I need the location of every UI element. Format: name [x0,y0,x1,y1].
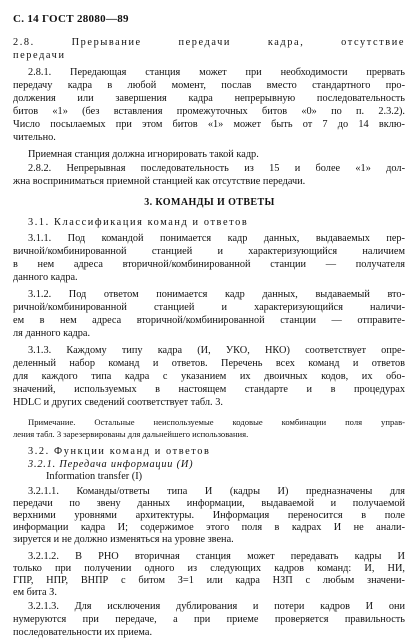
para-3-2-1-2-line: только при получении одного из следующих кадров команд: И, НИ, [13,563,405,574]
para-3-1-2-line: ем в нем адреса вторичной/комбинированной станции — отправите- [13,315,405,326]
para-2-8-1-receiver: Приемная станция должна игнорировать такой кадр. [28,149,259,160]
para-2-8-1-line: Число посылаемых при этом битов «1» может быть от 7 до 14 вклю- [13,119,405,130]
para-3-2-1-1-line: информации кадра И; содержимое этого поля в кадрах И не анали- [13,522,405,533]
page-header: С. 14 ГОСТ 28080—89 [13,13,129,25]
para-2-8-1-line: передачу кадра в любой момент, послав вместо стандартного про- [13,80,405,91]
para-3-1-2-line: ричной/комбинированной станцией и характеризующийся наличи- [13,302,405,313]
para-3-1-3-line: 3.1.3. Каждому типу кадра (И, УКО, НКО) соответствует опре- [28,345,405,356]
para-3-2-1-1-line: передачи по звену данных информации, выдаваемой и получаемой [13,498,405,509]
para-3-2-1-1-line: 3.2.1.1. Команды/ответы типа И (кадры И) предназначены для [28,486,405,497]
para-3-1-2-line: 3.1.2. Под ответом понимается кадр данных, выдаваемый вто- [28,289,405,300]
para-3-1-1-line: в нем адреса вторичной/комбинированной станции — получателя [13,259,405,270]
para-2-8-1-line: 2.8.1. Передающая станция может при необходимости прервать [28,67,405,78]
para-3-1-3-line: HDLC и других сведений соответствует табл. 3. [13,397,223,408]
para-3-2-1-2-line: 3.2.1.2. В РНО вторичная станция может передавать кадры И [28,551,405,562]
para-3-2-1-2-line: ем бита З. [13,587,57,598]
para-3-1-1-line: вичной/комбинированной станцией и характеризующийся наличием [13,246,405,257]
section-2-8-title-cont: передачи [13,50,66,61]
para-3-1-1-line: данного кадра. [13,272,78,283]
section-3-heading: 3. КОМАНДЫ И ОТВЕТЫ [144,197,275,208]
section-3-2-1-title: 3.2.1. Передача информации (И) [28,459,194,470]
section-3-2-1-subtitle: Information transfer (I) [46,471,143,482]
para-2-8-1-line: чительно. [13,132,56,143]
note-line: ления табл. 3 зарезервированы для дальнейшего использования. [13,429,249,439]
para-2-8-2-line: 2.8.2. Непрерывная последовательность из 15 и более «1» дол- [28,163,405,174]
para-3-2-1-3-line: последовательности их приема. [13,627,153,638]
para-3-1-3-line: деленный набор команд и ответов. Перечень всех команд и ответов [13,358,405,369]
para-3-2-1-2-line: ГПР, НПР, ВНПР с битом З=1 или кадра НЗП с любым значени- [13,575,405,586]
section-3-1-title: 3.1. Классификация команд и ответов [28,217,249,228]
para-3-1-2-line: ля данного кадра. [13,328,91,339]
para-3-1-3-line: значений, используемых в настоящем стандарте и в процедурах [13,384,405,395]
para-3-1-1-line: 3.1.1. Под командой понимается кадр данных, выдаваемых пер- [28,233,405,244]
para-3-1-3-line: для каждого типа кадра с указанием их двоичных кодов, их обо- [13,371,405,382]
para-3-2-1-3-line: 3.2.1.3. Для исключения дублирования и потери кадров И они [28,601,405,612]
para-3-2-1-1-line: верхними уровнями архитектуры. Информация переносится в поле [13,510,405,521]
para-3-2-1-3-line: нумеруются при передаче, а при приеме проверяется правильность [13,614,405,625]
para-2-8-2-line: жна восприниматься приемной станцией как отсутствие передачи. [13,176,306,187]
note-line: Примечание. Остальные неиспользуемые кодовые комбинации поля управ- [28,417,405,427]
para-2-8-1-line: должения или завершения кадра непрерывную последовательность [13,93,405,104]
para-2-8-1-line: битов «1» (без вставления промежуточных битов «0» по п. 2.3.2). [13,106,405,117]
para-3-2-1-1-line: зируется и не должно изменяться на уровне звена. [13,534,234,545]
section-2-8-title: 2.8. Прерывание передачи кадра, отсутствие [13,37,405,48]
section-3-2-title: 3.2. Функции команд и ответов [28,446,211,457]
